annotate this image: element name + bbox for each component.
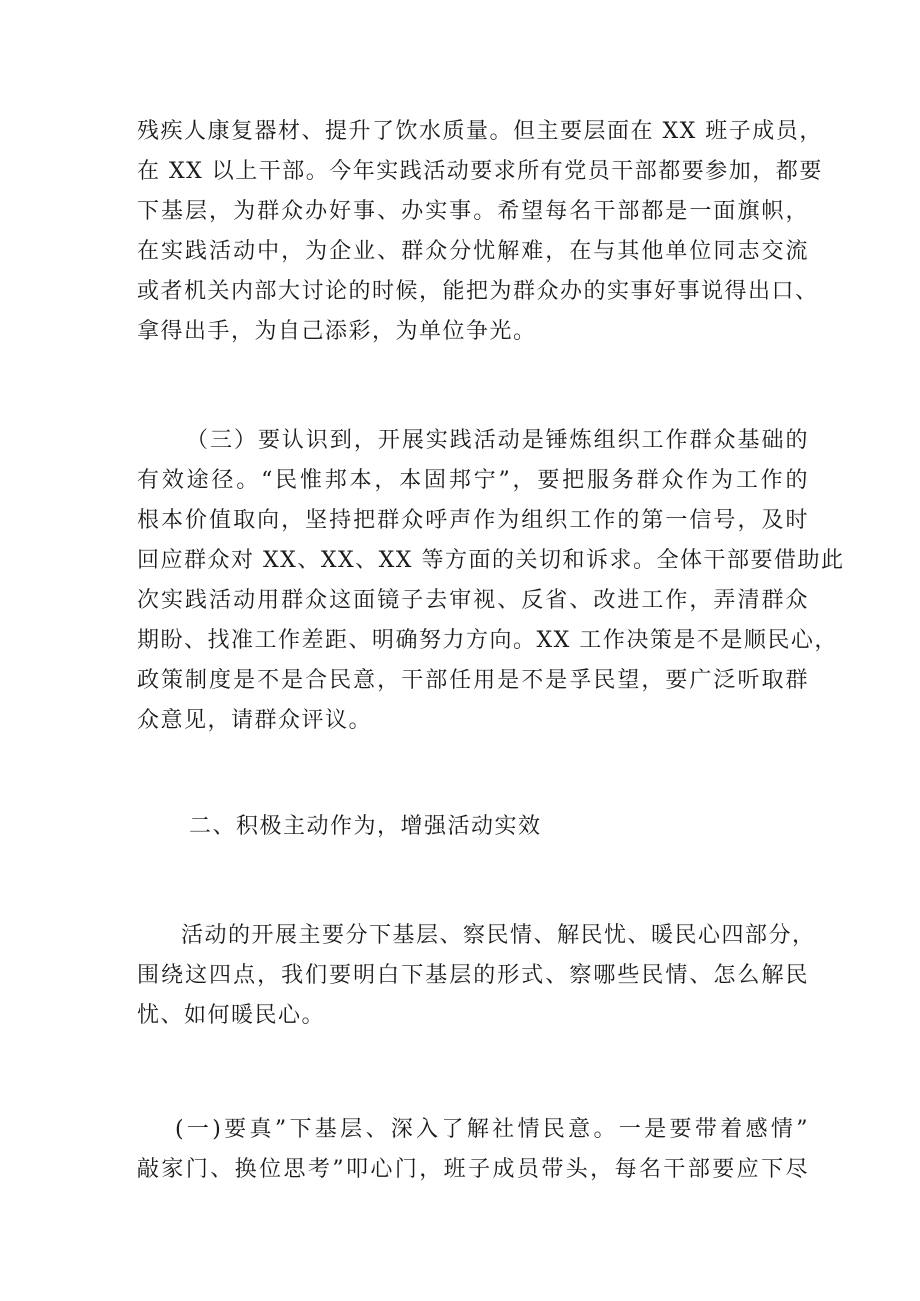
paragraph-3 xyxy=(137,916,816,1036)
paragraph-1 xyxy=(137,112,823,352)
paragraph-2 xyxy=(137,421,845,741)
section-heading xyxy=(137,807,809,847)
paragraph-1-line-4: 在实践活动中，为企业、群众分忧解难，在与其他单位同志交流 xyxy=(137,239,809,264)
paragraph-4-line-1: (一)要真”下基层、深入了解社情民意。一是要带着感情” xyxy=(175,1117,809,1142)
paragraph-4 xyxy=(137,1110,809,1190)
section-heading-text: 二、积极主动作为，增强活动实效 xyxy=(189,814,542,839)
paragraph-1-line-1: 残疾人康复器材、提升了饮水质量。但主要层面在 XX 班子成员， xyxy=(137,119,823,144)
paragraph-1-line-5: 或者机关内部大讨论的时候，能把为群众办的实事好事说得出口、 xyxy=(137,279,819,304)
paragraph-3-line-1: 活动的开展主要分下基层、察民情、解民忧、暖民心四部分， xyxy=(181,923,816,948)
paragraph-2-line-1: （三）要认识到，开展实践活动是锤炼组织工作群众基础的 xyxy=(186,428,809,453)
paragraph-2-line-6: 期盼、找准工作差距、明确努力方向。XX 工作决策是不是顺民心， xyxy=(137,628,838,653)
paragraph-2-line-2: 有效途径。“民惟邦本，本固邦宁”，要把服务群众作为工作的 xyxy=(137,468,809,493)
paragraph-1-line-2: 在 XX 以上干部。今年实践活动要求所有党员干部都要参加，都要 xyxy=(137,159,823,184)
paragraph-4-line-2: 敲家门、换位思考”叩心门，班子成员带头，每名干部要应下尽 xyxy=(137,1157,809,1182)
paragraph-2-line-4: 回应群众对 XX、XX、XX 等方面的关切和诉求。全体干部要借助此 xyxy=(137,548,845,573)
paragraph-2-line-5: 次实践活动用群众这面镜子去审视、反省、改进工作，弄清群众 xyxy=(137,588,809,613)
paragraph-2-line-7: 政策制度是不是合民意，干部任用是不是孚民望，要广泛听取群 xyxy=(137,668,809,693)
paragraph-3-line-2: 围绕这四点，我们要明白下基层的形式、察哪些民情、怎么解民 xyxy=(137,963,809,988)
paragraph-2-line-8: 众意见，请群众评议。 xyxy=(137,708,373,733)
paragraph-3-line-3: 忧、如何暖民心。 xyxy=(137,1003,326,1028)
paragraph-1-line-6: 拿得出手，为自己添彩，为单位争光。 xyxy=(137,319,537,344)
paragraph-1-line-3: 下基层，为群众办好事、办实事。希望每名干部都是一面旗帜， xyxy=(137,199,809,224)
paragraph-2-line-3: 根本价值取向，坚持把群众呼声作为组织工作的第一信号，及时 xyxy=(137,508,809,533)
